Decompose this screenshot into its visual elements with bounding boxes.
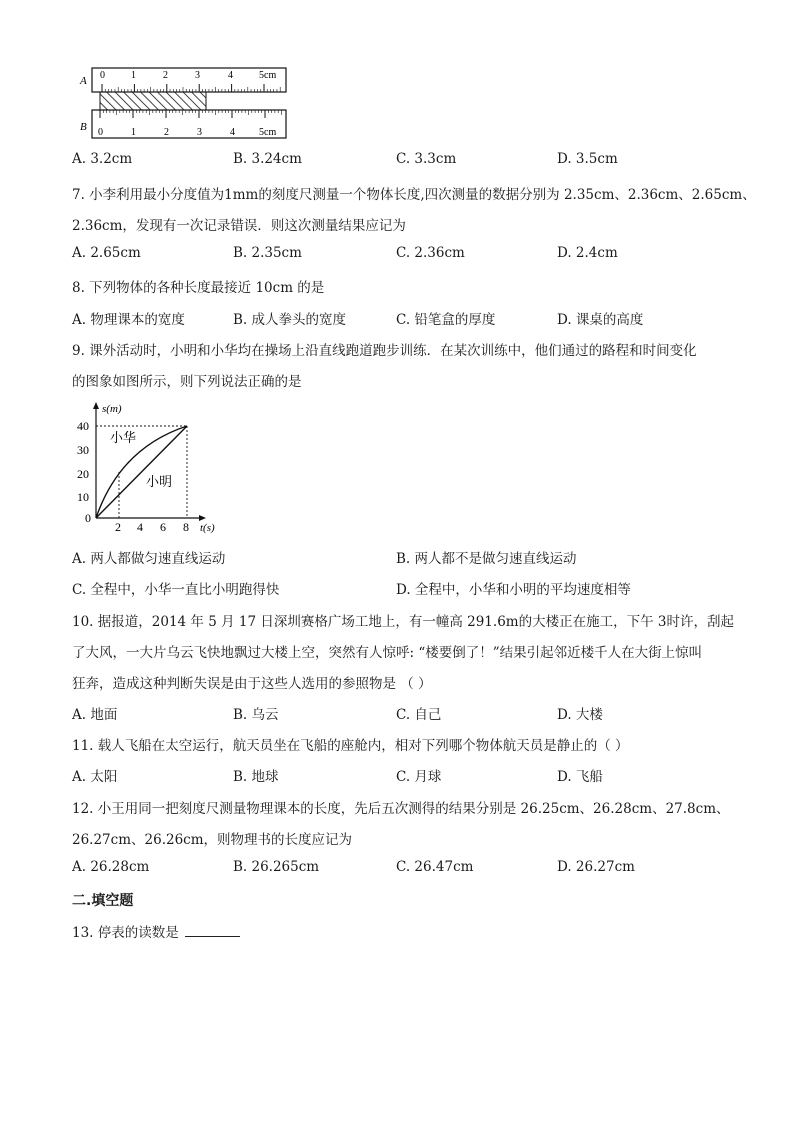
q9-stem-line1: 9. 课外活动时，小明和小华均在操场上沿直线跑道跑步训练．在某次训练中，他们通过的路程和时间变化	[72, 343, 697, 359]
q12-option-b[interactable]: B. 26.265cm	[233, 859, 320, 875]
q13-stem-text: 13. 停表的读数是	[72, 925, 179, 941]
x-axis-label: t(s)	[200, 522, 215, 534]
ruler-a-tick-5: 5cm	[259, 70, 277, 81]
ruler-b-tick-labels	[98, 127, 276, 138]
q8-option-d[interactable]: D. 课桌的高度	[557, 312, 644, 328]
ruler-b-tick-1: 1	[131, 127, 136, 138]
q8-option-a[interactable]: A. 物理课本的宽度	[72, 312, 185, 328]
ruler-b-tick-4: 4	[230, 127, 235, 138]
q6-option-a[interactable]: A. 3.2cm	[72, 151, 133, 167]
ruler-b-tick-0: 0	[98, 127, 103, 138]
q6-option-b[interactable]: B. 3.24cm	[233, 151, 302, 167]
ruler-figure	[78, 64, 290, 144]
ruler-a-tick-2: 2	[163, 70, 168, 81]
y-tick-30: 30	[77, 443, 89, 457]
q10-option-c[interactable]: C. 自己	[396, 707, 442, 723]
ruler-a-ticks	[102, 84, 280, 92]
ruler-b-ticks	[100, 110, 282, 118]
ruler-b-tick-3: 3	[197, 127, 202, 138]
y-axis-label: s(m)	[102, 403, 122, 415]
ruler-label-b: B	[80, 121, 87, 133]
origin-label: 0	[85, 511, 91, 525]
q9-option-d[interactable]: D. 全程中，小华和小明的平均速度相等	[396, 582, 631, 598]
q13-stem	[72, 921, 240, 941]
q11-option-b[interactable]: B. 地球	[233, 769, 279, 785]
y-tick-20: 20	[77, 467, 89, 481]
ruler-a-tick-1: 1	[131, 70, 136, 81]
ruler-a-tick-3: 3	[195, 70, 200, 81]
q12-option-d[interactable]: D. 26.27cm	[557, 859, 635, 875]
measured-object	[100, 92, 206, 110]
label-xiaohua: 小华	[110, 430, 137, 445]
q7-option-d[interactable]: D. 2.4cm	[557, 245, 618, 261]
q7-stem-line2: 2.36cm，发现有一次记录错误．则这次测量结果应记为	[72, 218, 406, 234]
y-tick-10: 10	[77, 490, 89, 504]
label-xiaoming: 小明	[146, 474, 173, 489]
q11-option-a[interactable]: A. 太阳	[72, 769, 118, 785]
q7-stem-line1: 7. 小李利用最小分度值为1mm的刻度尺测量一个物体长度,四次测量的数据分别为 2.35cm、2.36cm、2.65cm、	[72, 187, 756, 203]
q12-option-a[interactable]: A. 26.28cm	[72, 859, 150, 875]
q10-option-a[interactable]: A. 地面	[72, 707, 118, 723]
q10-option-b[interactable]: B. 乌云	[233, 707, 279, 723]
q7-option-c[interactable]: C. 2.36cm	[396, 245, 465, 261]
ruler-b-tick-2: 2	[164, 127, 169, 138]
q10-stem-line1: 10. 据报道，2014 年 5 月 17 日深圳赛格广场工地上，有一幢高 291.6m的大楼正在施工，下午 3时许，刮起	[72, 614, 734, 630]
q13-answer-blank[interactable]	[185, 922, 240, 937]
q8-option-b[interactable]: B. 成人拳头的宽度	[233, 312, 347, 328]
q7-option-a[interactable]: A. 2.65cm	[72, 245, 141, 261]
x-tick-8: 8	[183, 520, 189, 534]
ruler-a-tick-4: 4	[228, 70, 233, 81]
q9-option-b[interactable]: B. 两人都不是做匀速直线运动	[396, 551, 577, 567]
q8-option-c[interactable]: C. 铅笔盒的厚度	[396, 312, 496, 328]
q12-stem-line2: 26.27cm、26.26cm，则物理书的长度应记为	[72, 832, 353, 848]
q12-stem-line1: 12. 小王用同一把刻度尺测量物理课本的长度，先后五次测得的结果分别是 26.25cm、26.28cm、27.8cm、	[72, 801, 730, 817]
q12-option-c[interactable]: C. 26.47cm	[396, 859, 474, 875]
ruler-a-tick-labels	[100, 70, 276, 81]
x-tick-6: 6	[160, 520, 166, 534]
q11-option-c[interactable]: C. 月球	[396, 769, 442, 785]
q11-option-d[interactable]: D. 飞船	[557, 769, 603, 785]
q7-option-b[interactable]: B. 2.35cm	[233, 245, 302, 261]
x-tick-4: 4	[137, 520, 143, 534]
q8-stem: 8. 下列物体的各种长度最接近 10cm 的是	[72, 280, 325, 296]
q6-option-c[interactable]: C. 3.3cm	[396, 151, 457, 167]
q9-stem-line2: 的图象如图所示，则下列说法正确的是	[72, 374, 302, 390]
ruler-label-a: A	[80, 75, 87, 87]
q9-option-c[interactable]: C. 全程中，小华一直比小明跑得快	[72, 582, 280, 598]
q10-option-d[interactable]: D. 大楼	[557, 707, 603, 723]
q10-stem-line3: 狂奔，造成这种判断失误是由于这些人选用的参照物是 （ ）	[72, 676, 432, 692]
x-tick-2: 2	[115, 520, 121, 534]
q9-option-a[interactable]: A. 两人都做匀速直线运动	[72, 551, 226, 567]
ruler-b-tick-5: 5cm	[259, 127, 277, 138]
distance-time-graph	[70, 400, 230, 535]
section-2-title: 二.填空题	[72, 893, 134, 909]
ruler-a-tick-0: 0	[100, 70, 105, 81]
q11-stem: 11. 载人飞船在太空运行，航天员坐在飞船的座舱内，相对下列哪个物体航天员是静止的（ ）	[72, 738, 629, 754]
q10-stem-line2: 了大风，一大片乌云飞快地飘过大楼上空，突然有人惊呼: “楼要倒了！”结果引起邻近楼千人在大街上惊叫	[72, 645, 703, 661]
y-tick-40: 40	[77, 419, 89, 433]
q6-option-d[interactable]: D. 3.5cm	[557, 151, 618, 167]
